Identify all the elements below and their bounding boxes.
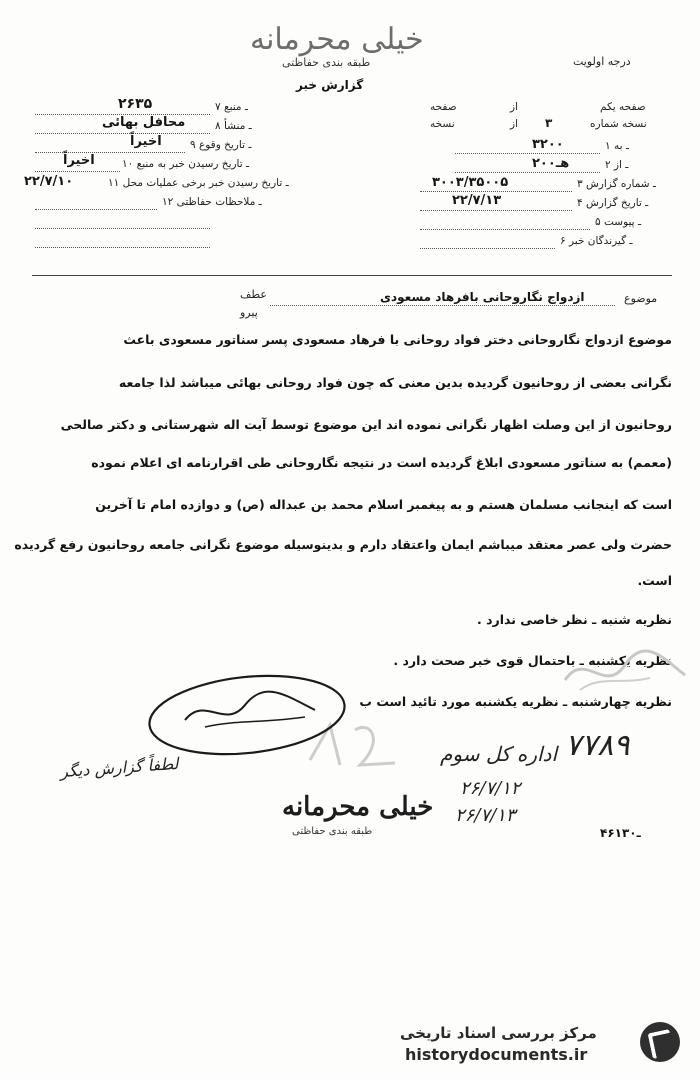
watermark-title: مرکز بررسی اسناد تاریخی <box>400 1024 597 1042</box>
body-line: نگرانی بعضی از روحانیون گردیده بدین معنی که چون فواد روحانی بهائی میباشد لذا جامعه <box>118 375 672 390</box>
field-to-value: ۳۲۰۰ <box>532 137 564 152</box>
report-type-heading: گزارش خبر <box>296 78 364 92</box>
field-to-label: ۱ ـ به <box>605 140 629 152</box>
handwritten-number: ۷۷۸۹ <box>565 728 630 763</box>
handwritten-left-note: لطفاً گزارش دیگر <box>59 753 180 782</box>
handwritten-office-note: اداره کل سوم <box>440 742 558 766</box>
body-line: موضوع ازدواج نگاروحانی دختر فواد روحانی با فرهاد مسعودی پسر سناتور مسعودی باعث <box>123 332 672 347</box>
handwritten-date-1: ۲۶/۷/۱۲ <box>460 778 521 799</box>
field-copy-mid: از <box>510 118 518 130</box>
handwritten-date-2: ۲۶/۷/۱۳ <box>455 805 516 826</box>
field-occurrence-date-value: اخیراً <box>130 134 162 149</box>
field-origin-label: ۸ ـ منشأ <box>215 120 252 132</box>
field-report-number-label: ۳ ـ شماره گزارش <box>577 178 656 190</box>
body-line: روحانیون از این وصلت اظهار نگرانی نموده اند این موضوع توسط آیت اله شهرستانی و دکتر صالحی <box>60 417 672 432</box>
subject-label: موضوع <box>624 292 658 305</box>
header-separator <box>32 275 672 276</box>
field-unit-receipt-label: ۱۱ ـ تاریخ رسیدن خبر برخی عملیات محل <box>108 177 289 189</box>
field-copy-end: نسخه <box>430 118 455 130</box>
field-page-end: صفحه <box>430 101 457 113</box>
faint-handwriting-mark <box>560 640 690 700</box>
priority-label: درجه اولویت <box>573 55 631 68</box>
top-classification-stamp: خیلی محرمانه <box>250 22 424 57</box>
reference-label: عطف <box>240 288 267 301</box>
field-report-date-label: ۴ ـ تاریخ گزارش <box>577 197 649 209</box>
body-line: است که اینجانب مسلمان هستم و به پیغمبر اسلام محمد بن عبداله (ص) و دوازده امام تا آخرین <box>95 497 672 512</box>
field-copy-label: نسخه شماره <box>590 118 647 130</box>
field-occurrence-date-label: ۹ ـ تاریخ وقوع <box>190 139 252 151</box>
field-from-value: ۲۰۰هـ <box>532 156 570 171</box>
circled-signature <box>145 665 350 765</box>
watermark-url[interactable]: historydocuments.ir <box>405 1045 588 1064</box>
field-report-number-value: ۳۰۰۳/۳۵۰۰۵ <box>432 175 509 190</box>
subject-text: ازدواج نگاروحانی بافرهاد مسعودی <box>380 290 585 304</box>
field-source-receipt-value: اخیراً <box>63 153 95 168</box>
field-recipients-label: ۶ ـ گیرندگان خبر <box>560 235 633 247</box>
field-page-mid: از <box>510 101 518 113</box>
body-line: است. <box>637 573 672 588</box>
bottom-classification-subtitle: طبقه بندی حفاظتی <box>292 826 373 837</box>
assessment-line: نظریه شنبه ـ نظر خاصی ندارد . <box>476 612 672 627</box>
followup-label: پیرو <box>240 306 258 319</box>
assessment-line: نظریه یکشنبه ـ باحتمال قوی خبر صحت دارد . <box>393 653 672 668</box>
archive-logo-icon <box>640 1022 680 1062</box>
field-from-label: ۲ ـ از <box>605 159 629 171</box>
bottom-classification-stamp: خیلی محرمانه <box>282 792 434 822</box>
field-report-date-value: ۲۲/۷/۱۳ <box>452 193 502 208</box>
body-line: حضرت ولی عصر معتقد میباشم ایمان واعتقاد دارم و بدینوسیله موضوع نگرانی جامعه روحانیون رفع گردیده <box>14 537 672 552</box>
field-security-notes-label: ۱۲ ـ ملاحظات حفاظتی <box>162 196 262 208</box>
field-unit-receipt-value: ۲۲/۷/۱۰ <box>24 174 74 189</box>
body-line: (معمم) به سناتور مسعودی ابلاغ گردیده است در نتیجه نگاروحانی طی اقرارنامه ای اعلام نموده <box>91 455 672 470</box>
field-attachment-label: ۵ ـ پیوست <box>595 216 642 228</box>
field-copy-value: ۳ <box>545 116 553 130</box>
field-source-receipt-label: ۱۰ ـ تاریخ رسیدن خبر به منبع <box>122 158 250 170</box>
field-page-label: صفحه یکم <box>600 101 646 113</box>
field-source-value: ۲۶۳۵ <box>118 96 153 112</box>
assessment-line: نظریه چهارشنبه ـ نظریه یکشنبه مورد تائید است ب <box>359 694 672 709</box>
field-origin-value: محافل بهائی <box>102 115 186 130</box>
page-code: ۴۶ـ۱۳۰ <box>600 826 641 840</box>
top-classification-subtitle: طبقه بندی حفاظتی <box>282 56 371 69</box>
field-source-label: ۷ ـ منبع <box>215 101 248 113</box>
